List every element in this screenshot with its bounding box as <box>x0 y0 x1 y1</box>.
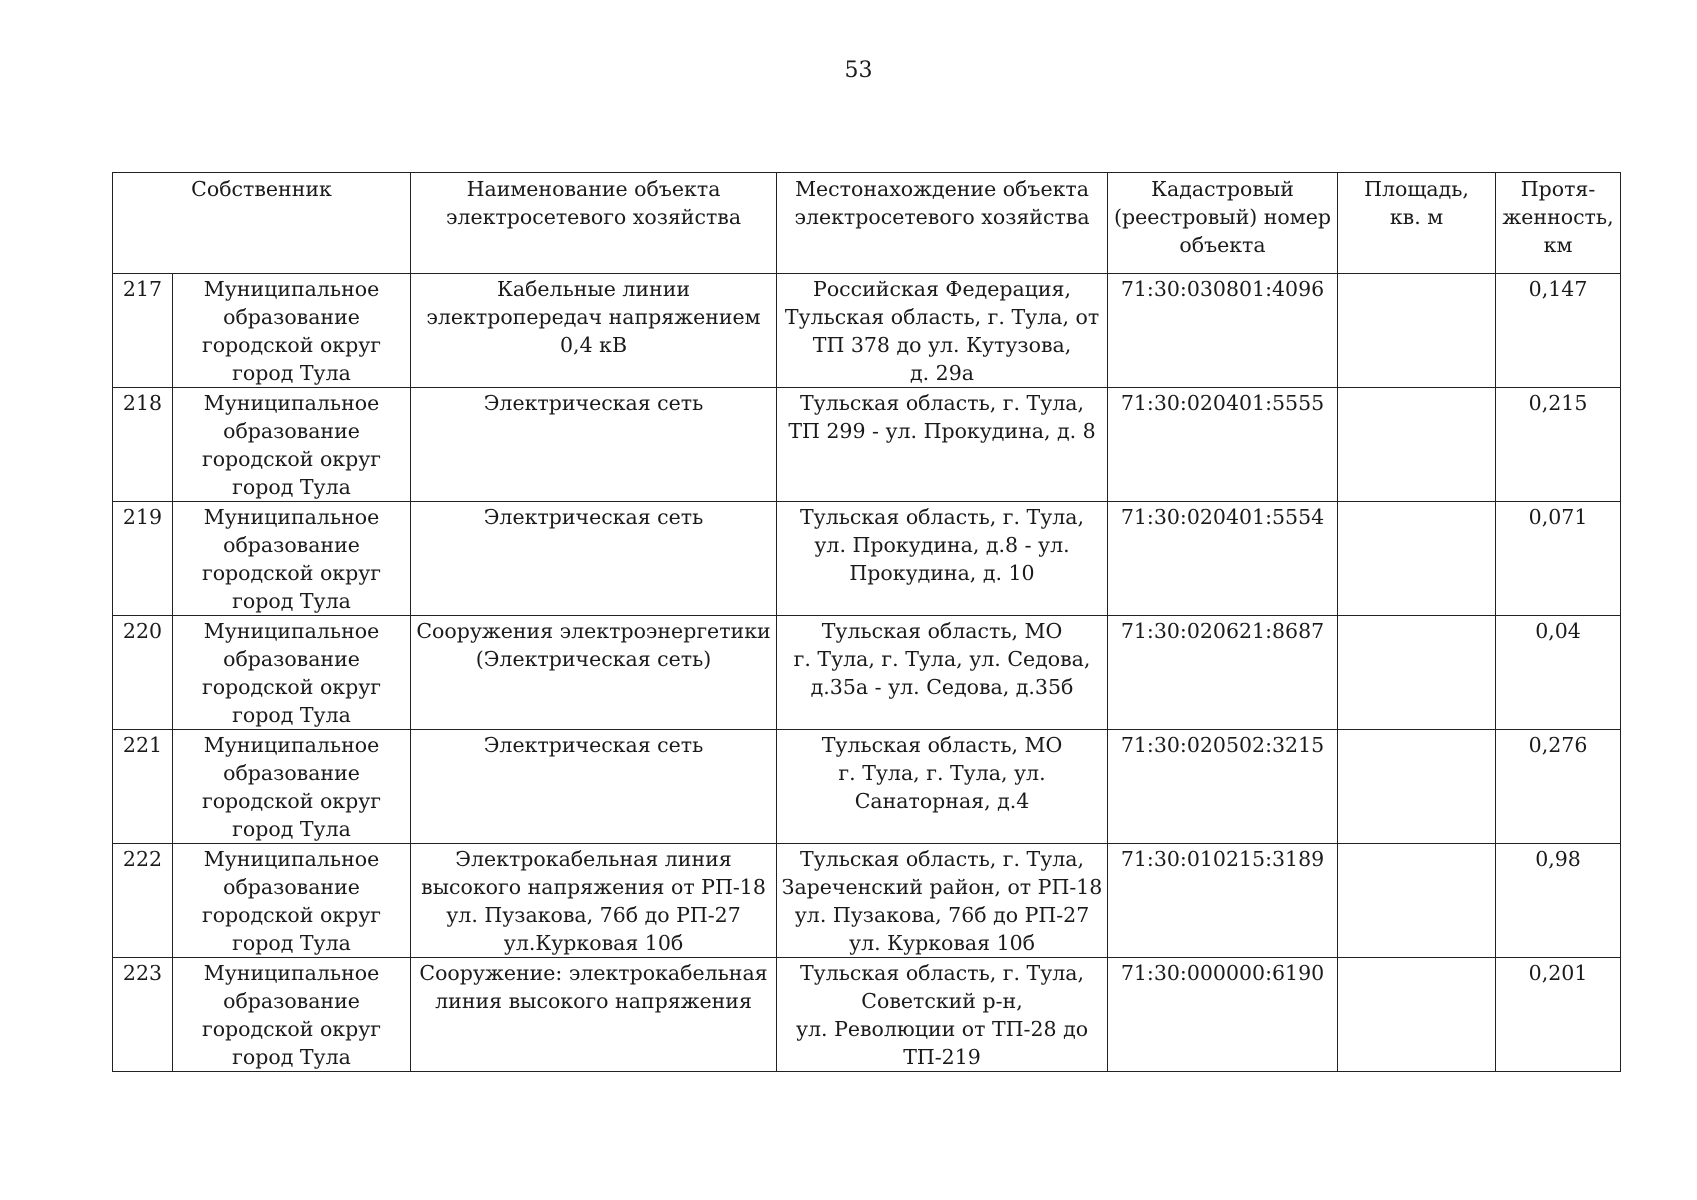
object-location-cell <box>777 616 1108 730</box>
owner-cell <box>173 502 411 616</box>
owner-cell <box>173 844 411 958</box>
object-location-cell <box>777 388 1108 502</box>
table-row <box>113 958 1621 1072</box>
object-name-cell <box>411 502 777 616</box>
cell-line: Муниципальное <box>203 277 380 301</box>
cell-line: км <box>1543 233 1573 257</box>
header-object-location <box>777 173 1108 274</box>
cadastral-number-cell: 71:30:020401:5555 <box>1108 388 1338 502</box>
cell-line: Прокудина, д. 10 <box>849 561 1035 585</box>
cell-line: д.35а - ул. Седова, д.35б <box>810 675 1074 699</box>
cell-line: образование <box>223 419 360 443</box>
cell-line: Площадь, <box>1364 177 1469 201</box>
table-row <box>113 274 1621 388</box>
cell-line: образование <box>223 761 360 785</box>
cell-line: Кабельные линии <box>496 277 691 301</box>
cell-line: городской округ <box>201 1017 382 1041</box>
cell-line: Российская Федерация, <box>813 277 1071 301</box>
cell-line: ул.Курковая 10б <box>503 931 684 955</box>
length-cell: 0,276 <box>1496 730 1621 844</box>
area-cell <box>1338 502 1496 616</box>
cell-line: Тульская область, МО <box>821 733 1063 757</box>
object-location-cell <box>777 274 1108 388</box>
cell-line: город Тула <box>232 1045 351 1069</box>
cell-line: Советский р-н, <box>861 989 1023 1013</box>
owner-cell <box>173 388 411 502</box>
cell-line: Муниципальное <box>203 619 380 643</box>
area-cell <box>1338 388 1496 502</box>
cell-line: городской округ <box>201 675 382 699</box>
owner-cell <box>173 616 411 730</box>
cell-line: образование <box>223 989 360 1013</box>
cell-line: Муниципальное <box>203 961 380 985</box>
registry-table <box>112 172 1621 1072</box>
cadastral-number-cell: 71:30:020621:8687 <box>1108 616 1338 730</box>
page-number: 53 <box>844 58 873 83</box>
length-cell: 0,98 <box>1496 844 1621 958</box>
cell-line: высокого напряжения от РП-18 <box>421 875 766 899</box>
cell-line: городской округ <box>201 333 382 357</box>
object-name-cell <box>411 616 777 730</box>
cell-line: объекта <box>1179 233 1266 257</box>
cell-line: Сооружение: электрокабельная <box>419 961 768 985</box>
row-number: 223 <box>113 958 173 1072</box>
cell-line: ул. Пузакова, 76б до РП-27 <box>794 903 1090 927</box>
row-number: 221 <box>113 730 173 844</box>
cell-line: Электрическая сеть <box>483 391 704 415</box>
cell-line: Кадастровый <box>1151 177 1294 201</box>
cell-line: электросетевого хозяйства <box>794 205 1090 229</box>
cell-line: Местонахождение объекта <box>795 177 1089 201</box>
object-name-cell <box>411 274 777 388</box>
length-cell: 0,215 <box>1496 388 1621 502</box>
cell-line: (Электрическая сеть) <box>475 647 712 671</box>
cadastral-number-cell: 71:30:020502:3215 <box>1108 730 1338 844</box>
cell-line: Муниципальное <box>203 847 380 871</box>
cell-line: образование <box>223 647 360 671</box>
cell-line: ул. Курковая 10б <box>849 931 1035 955</box>
header-row <box>113 173 1621 274</box>
cell-line: образование <box>223 875 360 899</box>
cadastral-number-cell: 71:30:010215:3189 <box>1108 844 1338 958</box>
cell-line: Муниципальное <box>203 391 380 415</box>
header-owner <box>113 173 411 274</box>
cell-line: Тульская область, МО <box>821 619 1063 643</box>
header-object-name <box>411 173 777 274</box>
cell-line: Электрическая сеть <box>483 733 704 757</box>
cell-line: образование <box>223 305 360 329</box>
object-name-cell <box>411 388 777 502</box>
cell-line: городской округ <box>201 789 382 813</box>
header-area <box>1338 173 1496 274</box>
cell-line: Сооружения электроэнергетики <box>416 619 771 643</box>
cell-line: Электрокабельная линия <box>455 847 732 871</box>
cell-line: ул. Прокудина, д.8 - ул. <box>814 533 1070 557</box>
cell-line: городской округ <box>201 447 382 471</box>
area-cell <box>1338 616 1496 730</box>
cell-line: Зареченский район, от РП-18 <box>781 875 1103 899</box>
cadastral-number-cell: 71:30:020401:5554 <box>1108 502 1338 616</box>
cell-line: Муниципальное <box>203 733 380 757</box>
cell-line: Муниципальное <box>203 505 380 529</box>
cell-line: Собственник <box>191 177 332 201</box>
cell-line: Электрическая сеть <box>483 505 704 529</box>
cell-line: город Тула <box>232 589 351 613</box>
header-length <box>1496 173 1621 274</box>
cadastral-number-cell: 71:30:030801:4096 <box>1108 274 1338 388</box>
owner-cell <box>173 274 411 388</box>
cell-line: город Тула <box>232 475 351 499</box>
object-name-cell <box>411 958 777 1072</box>
table-row <box>113 730 1621 844</box>
owner-cell <box>173 958 411 1072</box>
cell-line: Тульская область, г. Тула, <box>799 847 1085 871</box>
object-location-cell <box>777 730 1108 844</box>
cell-line: Тульская область, г. Тула, <box>799 961 1085 985</box>
cell-line: Наименование объекта <box>466 177 721 201</box>
object-location-cell <box>777 958 1108 1072</box>
length-cell: 0,147 <box>1496 274 1621 388</box>
cell-line: электропередач напряжением <box>426 305 761 329</box>
cell-line: г. Тула, г. Тула, ул. Седова, <box>793 647 1091 671</box>
cell-line: ТП-219 <box>903 1045 981 1069</box>
cell-line: городской округ <box>201 561 382 585</box>
cell-line: городской округ <box>201 903 382 927</box>
table-row <box>113 844 1621 958</box>
length-cell: 0,201 <box>1496 958 1621 1072</box>
header-cadastral-number <box>1108 173 1338 274</box>
cell-line: линия высокого напряжения <box>435 989 752 1013</box>
cell-line: образование <box>223 533 360 557</box>
cell-line: Тульская область, г. Тула, <box>799 505 1085 529</box>
cell-line: д. 29а <box>910 361 974 385</box>
owner-cell <box>173 730 411 844</box>
cell-line: Тульская область, г. Тула, <box>799 391 1085 415</box>
row-number: 217 <box>113 274 173 388</box>
cell-line: г. Тула, г. Тула, ул. <box>838 761 1046 785</box>
length-cell: 0,04 <box>1496 616 1621 730</box>
object-name-cell <box>411 730 777 844</box>
area-cell <box>1338 274 1496 388</box>
length-cell: 0,071 <box>1496 502 1621 616</box>
cell-line: город Тула <box>232 817 351 841</box>
area-cell <box>1338 958 1496 1072</box>
object-location-cell <box>777 844 1108 958</box>
area-cell <box>1338 730 1496 844</box>
cell-line: город Тула <box>232 361 351 385</box>
cell-line: Протя- <box>1520 177 1596 201</box>
cell-line: Тульская область, г. Тула, от <box>784 305 1100 329</box>
row-number: 218 <box>113 388 173 502</box>
table-row <box>113 502 1621 616</box>
cell-line: 0,4 кВ <box>560 333 628 357</box>
cell-line: кв. м <box>1389 205 1444 229</box>
row-number: 222 <box>113 844 173 958</box>
cell-line: (реестровый) номер <box>1114 205 1331 229</box>
cell-line: ТП 299 - ул. Прокудина, д. 8 <box>788 419 1096 443</box>
cell-line: ул. Пузакова, 76б до РП-27 <box>446 903 741 927</box>
object-name-cell <box>411 844 777 958</box>
table-row <box>113 388 1621 502</box>
cell-line: город Тула <box>232 931 351 955</box>
row-number: 220 <box>113 616 173 730</box>
cell-line: город Тула <box>232 703 351 727</box>
cell-line: женность, <box>1502 205 1614 229</box>
cell-line: ТП 378 до ул. Кутузова, <box>812 333 1072 357</box>
cell-line: Санаторная, д.4 <box>854 789 1030 813</box>
row-number: 219 <box>113 502 173 616</box>
cell-line: ул. Революции от ТП-28 до <box>795 1017 1089 1041</box>
cadastral-number-cell: 71:30:000000:6190 <box>1108 958 1338 1072</box>
object-location-cell <box>777 502 1108 616</box>
table-row <box>113 616 1621 730</box>
area-cell <box>1338 844 1496 958</box>
cell-line: электросетевого хозяйства <box>445 205 742 229</box>
